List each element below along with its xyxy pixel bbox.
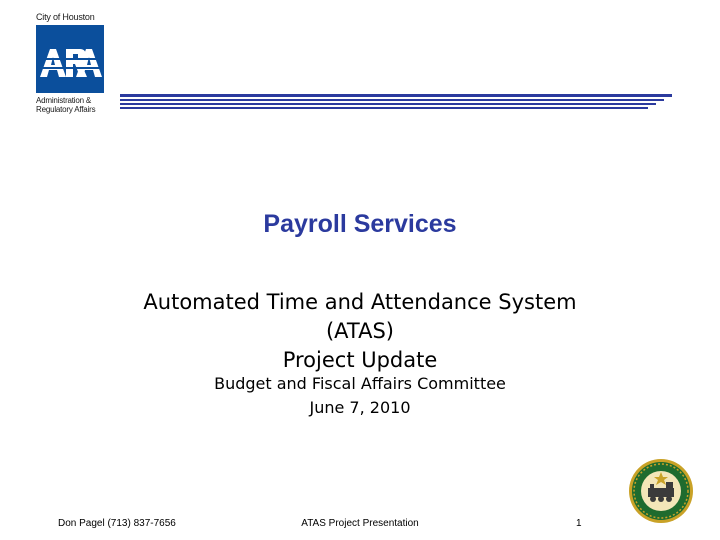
footer-presentation-title: ATAS Project Presentation [301,518,419,529]
logo-dept-line2: Regulatory Affairs [36,105,96,114]
header-rule-lines [120,94,672,110]
city-seal-icon [628,458,694,524]
subtitle-line: Project Update [282,348,438,372]
footer-page-number: 1 [576,518,582,529]
logo-dept-line1: Administration & [36,96,92,105]
slide-title: Payroll Services [263,210,457,238]
ara-logo-graphic [36,25,104,93]
presentation-date: June 7, 2010 [309,398,411,417]
slide-subtitle [0,288,720,375]
logo-dept-text [36,96,116,114]
subtitle-line: Automated Time and Attendance System [143,290,577,314]
logo-city-text: City of Houston [36,12,95,22]
committee-name: Budget and Fiscal Affairs Committee [214,374,506,393]
footer-presenter: Don Pagel (713) 837-7656 [58,518,176,529]
ara-logo-mark [36,25,104,93]
ara-logo [36,12,116,114]
subtitle-line: (ATAS) [325,319,394,343]
committee-block [0,372,720,420]
